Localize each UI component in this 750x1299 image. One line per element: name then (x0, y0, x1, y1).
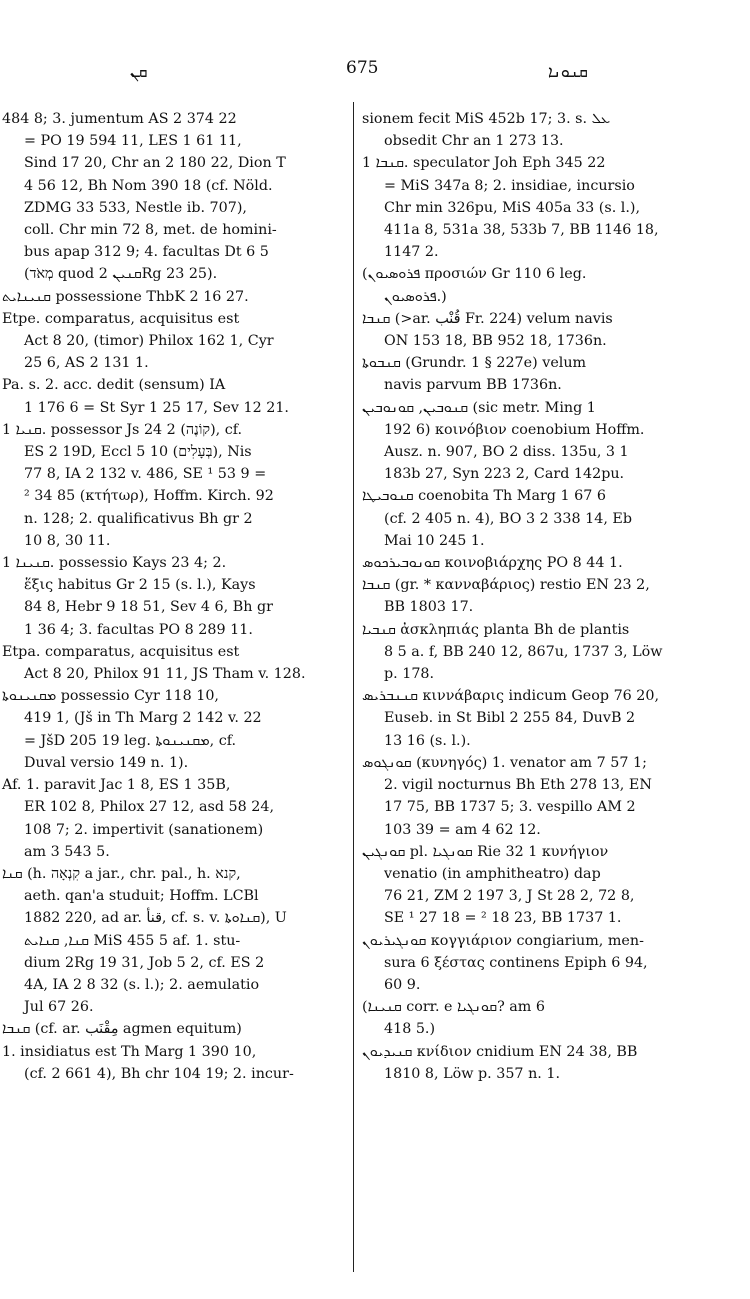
entry-line: (ܦܪܘܣܝܘܢ προσιών Gr 110 6 leg. (362, 266, 587, 283)
entry-line: 77 8, IA 2 132 v. 486, SE ¹ 53 9 = (24, 466, 267, 483)
entry-line: ܩܘܢܘܒܝܪܟܘܣ κοινοβιάρχης PO 8 44 1. (362, 555, 623, 572)
entry-line: ܩܢܒܐ (cf. ar. ﻣِﻘْﻨَﺐ agmen equitum) (2, 1021, 242, 1038)
entry-line: Duval versio 149 n. 1). (24, 754, 189, 771)
column-divider (353, 102, 354, 1272)
entry-line: am 3 543 5. (24, 843, 110, 860)
entry-line: obsedit Chr an 1 273 13. (384, 133, 564, 150)
dictionary-entry (362, 308, 742, 352)
entry-line: Act 8 20, Philox 91 11, JS Tham v. 128. (24, 666, 306, 683)
entry-line: = MiS 347a 8; 2. insidiae, incursio (384, 177, 635, 194)
entry-line: ܩܘܢܓܝܪܝܘܢ κογγιάριον congiarium, men- (362, 932, 644, 949)
dictionary-entry (2, 552, 341, 641)
dictionary-entry (2, 308, 341, 375)
entry-line: ܩܢܘܒܝܢ, ܩܘܢܘܒܝܢ (sic metr. Ming 1 (362, 399, 596, 416)
dictionary-entry (362, 685, 742, 752)
entry-line: ܩܢܝܢܐܝܬ possessione ThbK 2 16 27. (2, 288, 249, 305)
entry-line: Act 8 20, (timor) Philox 162 1, Cyr (24, 333, 274, 350)
entry-line: 1 36 4; 3. facultas PO 8 289 11. (24, 621, 253, 638)
entry-line: 1810 8, Löw p. 357 n. 1. (384, 1065, 561, 1082)
entry-line: ES 2 19D, Eccl 5 10 (בְּעָלִים), Nis (24, 444, 252, 461)
entry-line: dium 2Rg 19 31, Job 5 2, cf. ES 2 (24, 954, 265, 971)
dictionary-entry (2, 641, 341, 685)
entry-line: 17 75, BB 1737 5; 3. vespillo AM 2 (384, 799, 636, 816)
entry-line: ܡܩܢܝܢܘܬܐ possessio Cyr 118 10, (2, 688, 219, 705)
entry-line: Pa. s. 2. acc. dedit (sensum) IA (2, 377, 226, 394)
dictionary-entry (362, 752, 742, 841)
dictionary-entry (2, 374, 341, 418)
dictionary-entry (362, 552, 742, 574)
entry-line: ܩܢܒܝܐ ἀσκληπιάς planta Bh de plantis (362, 621, 630, 638)
entry-line: 13 16 (s. l.). (384, 732, 471, 749)
entry-line: 76 21, ZM 2 197 3, J St 28 2, 72 8, (384, 888, 635, 905)
entry-line: Sind 17 20, Chr an 2 180 22, Dion T (24, 155, 286, 172)
entry-line: ܩܘܢܓܘܣ (κυνηγός) 1. venator am 7 57 1; (362, 754, 647, 771)
entry-line: aeth. qan'a studuit; Hoffm. LCBl (24, 888, 259, 905)
entry-line: 418 5.) (384, 1021, 436, 1038)
dictionary-entry (2, 863, 341, 1018)
dictionary-entry (2, 419, 341, 552)
entry-line: ER 102 8, Philox 27 12, asd 58 24, (24, 799, 275, 816)
page-number: 675 (346, 58, 379, 78)
entry-line: Af. 1. paravit Jac 1 8, ES 1 35B, (2, 777, 231, 794)
entry-line: (cf. 2 661 4), Bh chr 104 19; 2. incur- (24, 1065, 294, 1082)
dictionary-entry (2, 108, 341, 286)
entry-line: 183b 27, Syn 223 2, Card 142pu. (384, 466, 625, 483)
dictionary-entry (362, 397, 742, 486)
entry-line: 60 9. (384, 976, 421, 993)
entry-line: 1. insidiatus est Th Marg 1 390 10, (2, 1043, 257, 1060)
dictionary-entry (362, 485, 742, 552)
entry-line: 108 7; 2. impertivit (sanationem) (24, 821, 264, 838)
entry-line: ܩܢܒܐ (gr. * κανναβάριος) restio EN 23 2, (362, 577, 650, 594)
entry-line: (מְאֹד quod ܩܢܝܢ 2Rg 23 25). (24, 266, 218, 283)
entry-line: 419 1, (Jš in Th Marg 2 142 v. 22 (24, 710, 262, 727)
dictionary-entry (362, 108, 742, 152)
entry-line: ܦܪܘܣܝܘܢ.) (384, 288, 447, 305)
dictionary-entry (362, 263, 742, 307)
entry-line: = JšD 205 19 leg. ܡܩܢܝܢܘܬܐ, cf. (24, 732, 237, 749)
entry-line: 1 176 6 = St Syr 1 25 17, Sev 12 21. (24, 399, 289, 416)
dictionary-entry (362, 574, 742, 618)
dictionary-entry (362, 930, 742, 997)
dictionary-entry (2, 286, 341, 308)
entry-line: ܩܢܝܐ 1. possessor Js 24 2 (קוֹנֶה), cf. (2, 421, 243, 438)
entry-line: 2. vigil nocturnus Bh Eth 278 13, EN (384, 777, 652, 794)
right-column (362, 108, 742, 1085)
dictionary-entry (2, 1041, 341, 1085)
dictionary-entry (362, 841, 742, 930)
running-head-right: ܩܢܘܢܐ (548, 62, 588, 81)
entry-line: Ausz. n. 907, BO 2 diss. 135u, 3 1 (384, 444, 629, 461)
entry-line: ܩܢܒܐ 1. speculator Joh Eph 345 22 (362, 155, 606, 172)
dictionary-entry (362, 152, 742, 263)
entry-line: n. 128; 2. qualificativus Bh gr 2 (24, 510, 253, 527)
entry-line: 103 39 = am 4 62 12. (384, 821, 541, 838)
dictionary-entry (362, 352, 742, 396)
entry-line: Etpe. comparatus, acquisitus est (2, 310, 240, 327)
running-head-left: ܩܢ (130, 62, 148, 81)
entry-line: 10 8, 30 11. (24, 532, 111, 549)
entry-line: ܩܢܐ (h. קִנְאָה a jar., chr. pal., h. קנא, (2, 865, 241, 882)
entry-line: ܩܘܢܓܝܢ pl. ܩܘܢܓܝܐ Rie 32 1 κυνήγιον (362, 843, 609, 860)
entry-line: Etpa. comparatus, acquisitus est (2, 643, 240, 660)
entry-line: p. 178. (384, 666, 435, 683)
entry-line: navis parvum BB 1736n. (384, 377, 562, 394)
entry-line: ܩܢܝܢܐ 1. possessio Kays 23 4; 2. (2, 555, 227, 572)
entry-line: venatio (in amphitheatro) dap (384, 865, 601, 882)
entry-line: 192 6) κοινόβιον coenobium Hoffm. (384, 421, 645, 438)
entry-line: sura 6 ξέστας continens Epiph 6 94, (384, 954, 648, 971)
entry-line: Euseb. in St Bibl 2 255 84, DuvB 2 (384, 710, 636, 727)
entry-line: 484 8; 3. jumentum AS 2 374 22 (2, 111, 237, 127)
dictionary-entry (2, 1018, 341, 1040)
entry-line: ἕξις habitus Gr 2 15 (s. l.), Kays (24, 577, 256, 594)
entry-line: bus apap 312 9; 4. facultas Dt 6 5 (24, 244, 269, 261)
entry-line: = PO 19 594 11, LES 1 61 11, (24, 133, 242, 150)
left-column (2, 108, 341, 1085)
dictionary-entry (362, 619, 742, 686)
entry-line: 1882 220, ad ar. ﻗﻨﺄ, cf. s. v. ܩܢܐܘܬܐ), U (24, 910, 287, 927)
entry-line: ܩܢܐ, ܩܢܐܝܬ MiS 455 5 af. 1. stu- (24, 932, 241, 949)
entry-line: (cf. 2 405 n. 4), BO 3 2 338 14, Eb (384, 510, 633, 527)
entry-line: ܩܢܒܐ (>ar. ﻗُﻨْﺐ Fr. 224) velum navis (362, 310, 613, 327)
entry-line: 4A, IA 2 8 32 (s. l.); 2. aemulatio (24, 976, 260, 993)
entry-line: 25 6, AS 2 131 1. (24, 355, 149, 372)
entry-line: 4 56 12, Bh Nom 390 18 (cf. Nöld. (24, 177, 273, 194)
entry-line: ² 34 85 (κτήτωρ), Hoffm. Kirch. 92 (24, 488, 274, 505)
entry-line: BB 1803 17. (384, 599, 474, 616)
entry-line: 411a 8, 531a 38, 533b 7, BB 1146 18, (384, 222, 659, 239)
entry-line: (ܩܢܝܢܐ corr. e ܩܘܢܓܝܐ? am 6 (362, 999, 545, 1016)
entry-line: ON 153 18, BB 952 18, 1736n. (384, 333, 607, 350)
entry-line: coll. Chr min 72 8, met. de homini- (24, 222, 277, 239)
entry-line: ܩܢܝܕܝܘܢ κνίδιον cnidium EN 24 38, BB (362, 1043, 638, 1060)
entry-line: 8 5 a. f, BB 240 12, 867u, 1737 3, Löw (384, 643, 663, 660)
dictionary-entry (2, 774, 341, 863)
entry-line: Mai 10 245 1. (384, 532, 485, 549)
entry-line: 84 8, Hebr 9 18 51, Sev 4 6, Bh gr (24, 599, 273, 616)
dictionary-entry (2, 685, 341, 774)
entry-line: ܩܢܢܒܪܝܣ κιννάβαρις indicum Geop 76 20, (362, 688, 660, 705)
entry-line: Jul 67 26. (24, 999, 94, 1016)
dictionary-entry (362, 996, 742, 1040)
entry-line: ܩܢܒܘܬܐ (Grundr. 1 § 227e) velum (362, 355, 587, 372)
entry-line: SE ¹ 27 18 = ² 18 23, BB 1737 1. (384, 910, 622, 927)
entry-line: ZDMG 33 533, Nestle ib. 707), (24, 199, 247, 216)
entry-line: 1147 2. (384, 244, 439, 261)
dictionary-entry (362, 1041, 742, 1085)
entry-line: Chr min 326pu, MiS 405a 33 (s. l.), (384, 199, 641, 216)
entry-line: sionem fecit MiS 452b 17; 3. s. ܥܠ (362, 111, 610, 127)
entry-line: ܩܢܘܒܝܛܐ coenobita Th Marg 1 67 6 (362, 488, 606, 505)
